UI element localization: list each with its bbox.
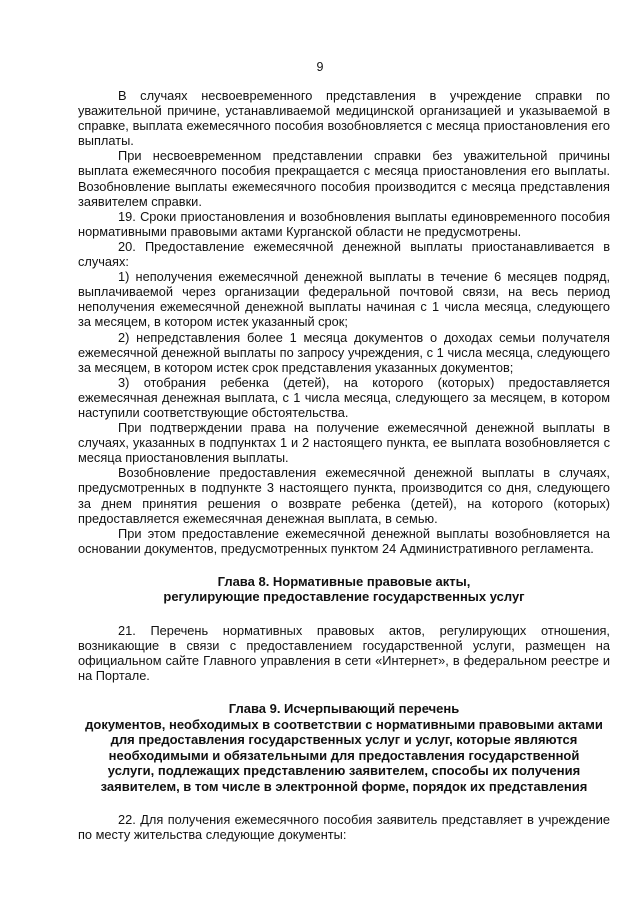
paragraph: В случаях несвоевременного представления в учреждение справки по уважительной причине, устанавливаемой медицинской организацией и указываемой в справке, выплата ежемесячного пособия возобновляется с месяца приостановления его выплаты.: [78, 88, 610, 149]
list-item: 3) отобрания ребенка (детей), на которого (которых) предоставляется ежемесячная денежная выплата, с 1 числа месяца, следующего за месяцем, в котором наступили соответствующие обстоятельства.: [78, 374, 610, 420]
chapter-9-title-line: заявителем, в том числе в электронной форме, порядок их представления: [100, 778, 588, 794]
chapter-9-heading: [78, 701, 610, 794]
chapter-9-title-line: необходимыми и обязательными для предоставления государственной: [108, 747, 580, 763]
paragraph: 21. Перечень нормативных правовых актов, регулирующих отношения, возникающие в связи с предоставлением государственной услуги, размещен на официальном сайте Главного управления в сети «Интернет», в федеральном реестре и на Портале.: [78, 622, 610, 684]
chapter-9-title-line: документов, необходимых в соответствии с нормативными правовыми актами: [85, 716, 603, 732]
paragraph: При этом предоставление ежемесячной денежной выплаты возобновляется на основании документов, предусмотренных пунктом 24 Административного регламента.: [78, 525, 610, 556]
list-item: 1) неполучения ежемесячной денежной выплаты в течение 6 месяцев подряд, выплачиваемой через организации федеральной почтовой связи, на весь период неполучения ежемесячной денежной выплаты начиная с 1 числа месяца, следующего за месяцем, в котором истек указанный срок;: [78, 269, 610, 330]
paragraph: 19. Сроки приостановления и возобновления выплаты единовременного пособия нормативными правовыми актами Курганской области не предусмотрены.: [78, 208, 610, 239]
chapter-9-title-line: услуги, подлежащих представлению заявителем, способы их получения: [107, 763, 581, 779]
chapter-8-title-line: регулирующие предоставление государственных услуг: [163, 589, 525, 605]
chapter-9-title-line: для предоставления государственных услуг и услуг, которые являются: [110, 732, 578, 748]
chapter-8-heading: [78, 574, 610, 605]
chapter-9-title-line: Глава 9. Исчерпывающий перечень: [228, 701, 460, 717]
document-body: [78, 88, 610, 842]
chapter-8-title-line: Глава 8. Нормативные правовые акты,: [217, 573, 471, 589]
paragraph: Возобновление предоставления ежемесячной денежной выплаты в случаях, предусмотренных в подпункте 3 настоящего пункта, производится со дня, следующего за днем принятия решения о возврате ребенка (детей), на которого (которых) предоставляется ежемесячная денежная выплата, в семью.: [78, 465, 610, 526]
list-item: 2) непредставления более 1 месяца документов о доходах семьи получателя ежемесячной денежной выплаты по запросу учреждения, с 1 числа месяца, следующего за месяцем, в котором истек срок представления указанных документов;: [78, 329, 610, 375]
page-number: 9: [316, 60, 324, 74]
paragraph: 20. Предоставление ежемесячной денежной выплаты приостанавливается в случаях:: [78, 238, 610, 270]
paragraph: При несвоевременном представлении справки без уважительной причины выплата ежемесячного пособия прекращается с месяца приостановления его выплаты. Возобновление выплаты ежемесячного пособия производится с месяца представления заявителем справки.: [78, 148, 610, 209]
paragraph: 22. Для получения ежемесячного пособия заявитель представляет в учреждение по месту жительства следующие документы:: [78, 812, 610, 843]
paragraph: При подтверждении права на получение ежемесячной денежной выплаты в случаях, указанных в подпунктах 1 и 2 настоящего пункта, ее выплата возобновляется с месяца приостановления выплаты.: [78, 420, 610, 466]
